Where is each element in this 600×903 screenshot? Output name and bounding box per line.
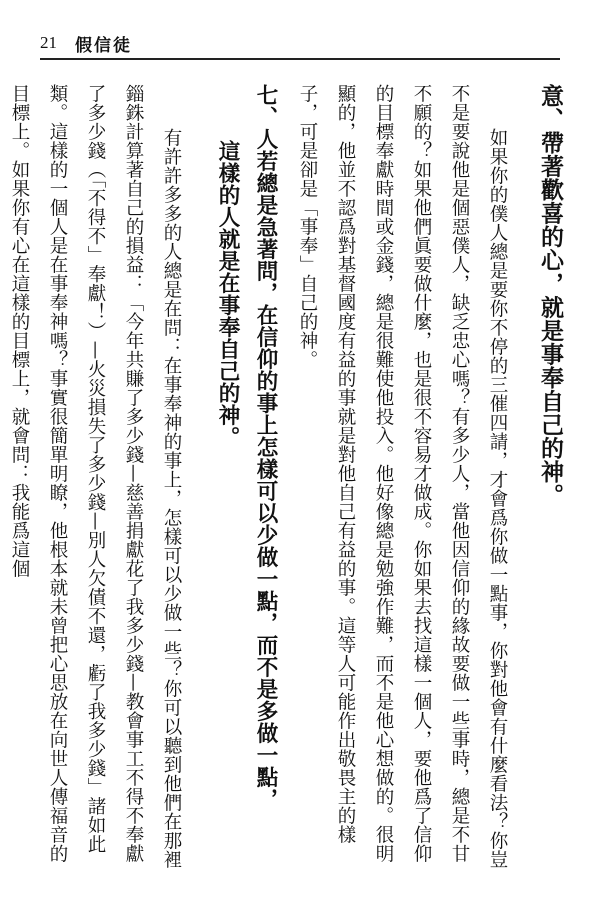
section-heading-line-2: 這樣的人就是在事奉自己的神。 xyxy=(215,140,240,448)
paragraph-2: 有許許多多的人總是在問：在事奉神的事上，怎樣可以少做一些？你可以聽到他們在那裡錙銖計算著自己的損益：「今年共賺了多少錢—慈善捐獻花了我多少錢—教會事工不得不奉獻了多少錢（「不得不」奉獻！）—火災損失了多少錢—別人欠債不還，虧了我多少錢」諸如此類。這樣的一個人是在事奉神嗎？事實很簡單明瞭，他根本就未曾把心思放在向世人傳福音的目標上。如果你有心在這樣的目標上，就會問：我能爲這個 xyxy=(9,84,182,870)
section-heading-line-1: 七、人若總是急著問，在信仰的事上怎樣可以少做一點，而不是多做一點， xyxy=(253,84,278,810)
page-header xyxy=(40,30,556,56)
running-title: 假信徒 xyxy=(75,35,132,56)
paragraph-1: 如果你的僕人總是要你不停的三催四請，才會爲你做一點事，你對他會有什麼看法？你豈不是要說他是個惡僕人，缺乏忠心嗎？有多少人，當他因信仰的緣故要做一些事時，總是不甘不願的？如果他們眞要做什麼，也是很不容易才做成。你如果去找這樣一個人，要他爲了信仰的目標奉獻時間或金錢，總是很難使他投入。他好像總是勉強作難，而不是他心想做的。很明顯的，他並不認爲對基督國度有益的事就是對他自己有益的事。這等人可能作出敬畏主的樣子，可是卻是「事奉」自己的神。 xyxy=(297,84,508,870)
heading-continuation: 意、帶著歡喜的心，就是事奉自己的神。 xyxy=(537,84,564,507)
page-number: 21 xyxy=(40,33,57,52)
page-body xyxy=(9,84,570,874)
header-rule xyxy=(40,58,560,60)
section-heading xyxy=(208,84,284,874)
